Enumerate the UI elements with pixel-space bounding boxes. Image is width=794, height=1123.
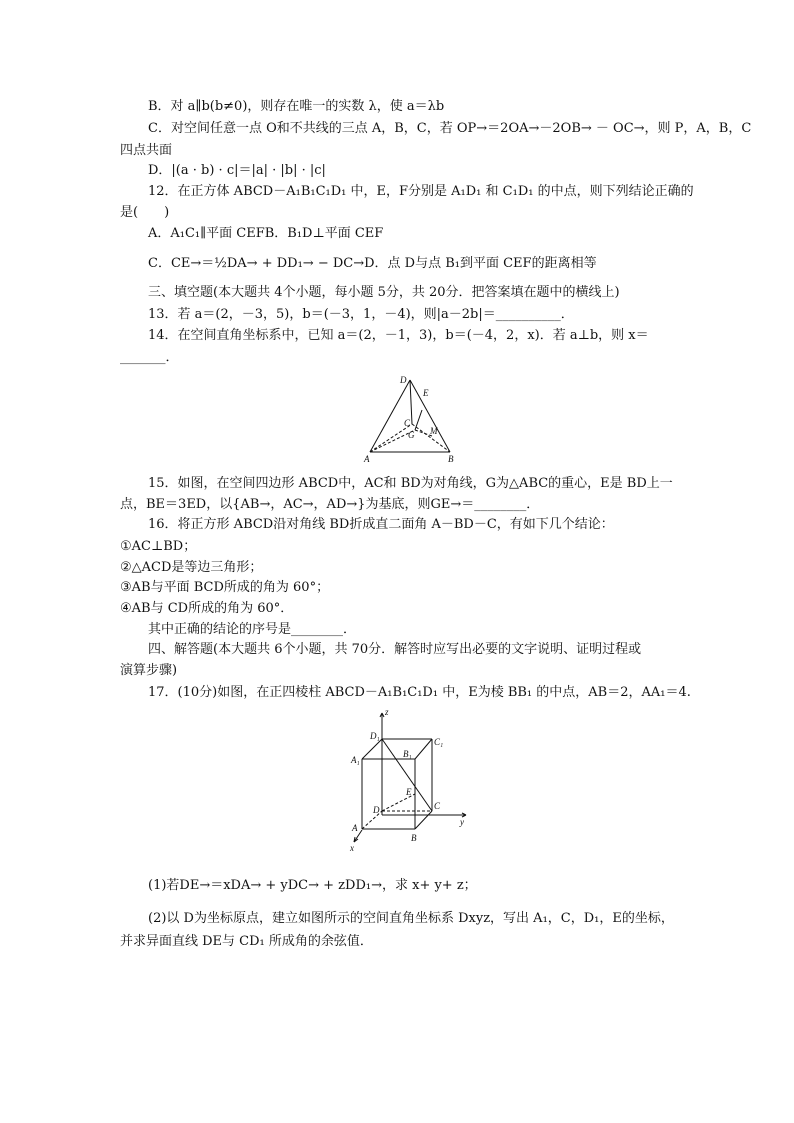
question-15-cont: 点，BE＝3ED，以{AB→，AC→，AD→}为基底，则GE→＝________．: [120, 497, 540, 512]
fig1-label-g: G: [408, 430, 415, 440]
fig2-label-y: y: [460, 817, 464, 827]
fig2-label-x: x: [350, 843, 354, 853]
option-d-line: D．|(a · b) · c|＝|a| · |b| · |c|: [148, 163, 326, 178]
fig2-label-b1: B₁: [403, 749, 412, 759]
question-16: 16．将正方形 ABCD沿对角线 BD折成直二面角 A－BD－C，有如下几个结论：: [148, 517, 614, 532]
prism-figure: [340, 705, 480, 855]
fig1-label-b: B: [448, 454, 454, 464]
fig1-label-d: D: [400, 375, 407, 385]
fig2-label-d1: D₁: [370, 731, 380, 741]
question-14: 14．在空间直角坐标系中，已知 a＝(2，－1，3)，b＝(－4，2，x)．若 a⊥b，则 x＝: [148, 328, 649, 343]
fig2-label-d: D: [373, 805, 380, 815]
q17-part-2: (2)以 D为坐标原点，建立如图所示的空间直角坐标系 Dxyz，写出 A₁，C，D₁，E的坐标，: [148, 911, 674, 926]
option-b-line: B．对 a∥b(b≠0)，则存在唯一的实数 λ，使 a＝λb: [148, 99, 445, 114]
fig1-label-m: M: [430, 426, 438, 436]
fig2-label-a1: A₁: [351, 755, 360, 765]
fig1-label-e: E: [423, 388, 429, 398]
q16-statement-2: ②△ACD是等边三角形；: [120, 560, 263, 575]
q16-statement-1: ①AC⊥BD；: [120, 539, 197, 554]
option-c-cont: 四点共面: [120, 143, 173, 158]
q17-part-2-cont: 并求异面直线 DE与 CD₁ 所成角的余弦值．: [120, 934, 373, 949]
question-17: 17．(10分)如图，在正四棱柱 ABCD－A₁B₁C₁D₁ 中，E为棱 BB₁ 的中点，AB＝2，AA₁＝4.: [148, 685, 691, 700]
section-3-heading: 三、填空题(本大题共 4个小题，每小题 5分，共 20分．把答案填在题中的横线上): [148, 285, 620, 300]
question-14-blank: _______．: [120, 350, 179, 365]
fig2-label-c1: C₁: [434, 737, 444, 747]
section-4-cont: 演算步骤): [120, 663, 178, 678]
q12-options-ab: A．A₁C₁∥平面 CEFB．B₁D⊥平面 CEF: [148, 226, 384, 241]
q17-part-1: (1)若DE→＝xDA→ + yDC→ + zDD₁→，求 x+ y+ z；: [148, 878, 477, 893]
q12-options-cd: C．CE→＝½DA→ + DD₁→ − DC→D．点 D与点 B₁到平面 CEF的距离相等: [148, 256, 597, 271]
fig2-label-b: B: [411, 833, 417, 843]
option-c-line: C．对空间任意一点 O和不共线的三点 A，B，C，若 OP→＝2OA→－2OB→ － OC→，则 P，A，B，C: [148, 121, 752, 136]
q16-statement-4: ④AB与 CD所成的角为 60°．: [120, 601, 294, 616]
fig2-label-z: z: [385, 707, 389, 717]
fig2-label-c: C: [434, 801, 441, 811]
q16-answer: 其中正确的结论的序号是________．: [148, 622, 357, 637]
fig1-label-c: C: [404, 418, 411, 428]
question-13: 13．若 a＝(2，－3，5)，b＝(－3，1，－4)，则|a－2b|＝__________．: [148, 307, 574, 322]
fig2-label-e: E: [406, 787, 412, 797]
section-4-heading: 四、解答题(本大题共 6个小题，共 70分．解答时应写出必要的文字说明、证明过程或: [148, 642, 642, 657]
fig2-label-a: A: [352, 823, 358, 833]
question-15: 15．如图，在空间四边形 ABCD中，AC和 BD为对角线，G为△ABC的重心，E是 BD上一: [148, 476, 673, 491]
question-12-cont: 是( ): [120, 205, 170, 220]
q16-statement-3: ③AB与平面 BCD所成的角为 60°；: [120, 580, 330, 595]
question-12: 12．在正方体 ABCD－A₁B₁C₁D₁ 中，E，F分别是 A₁D₁ 和 C₁D₁ 的中点，则下列结论正确的: [148, 184, 694, 199]
tetrahedron-figure: [360, 372, 470, 464]
fig1-label-a: A: [364, 454, 370, 464]
